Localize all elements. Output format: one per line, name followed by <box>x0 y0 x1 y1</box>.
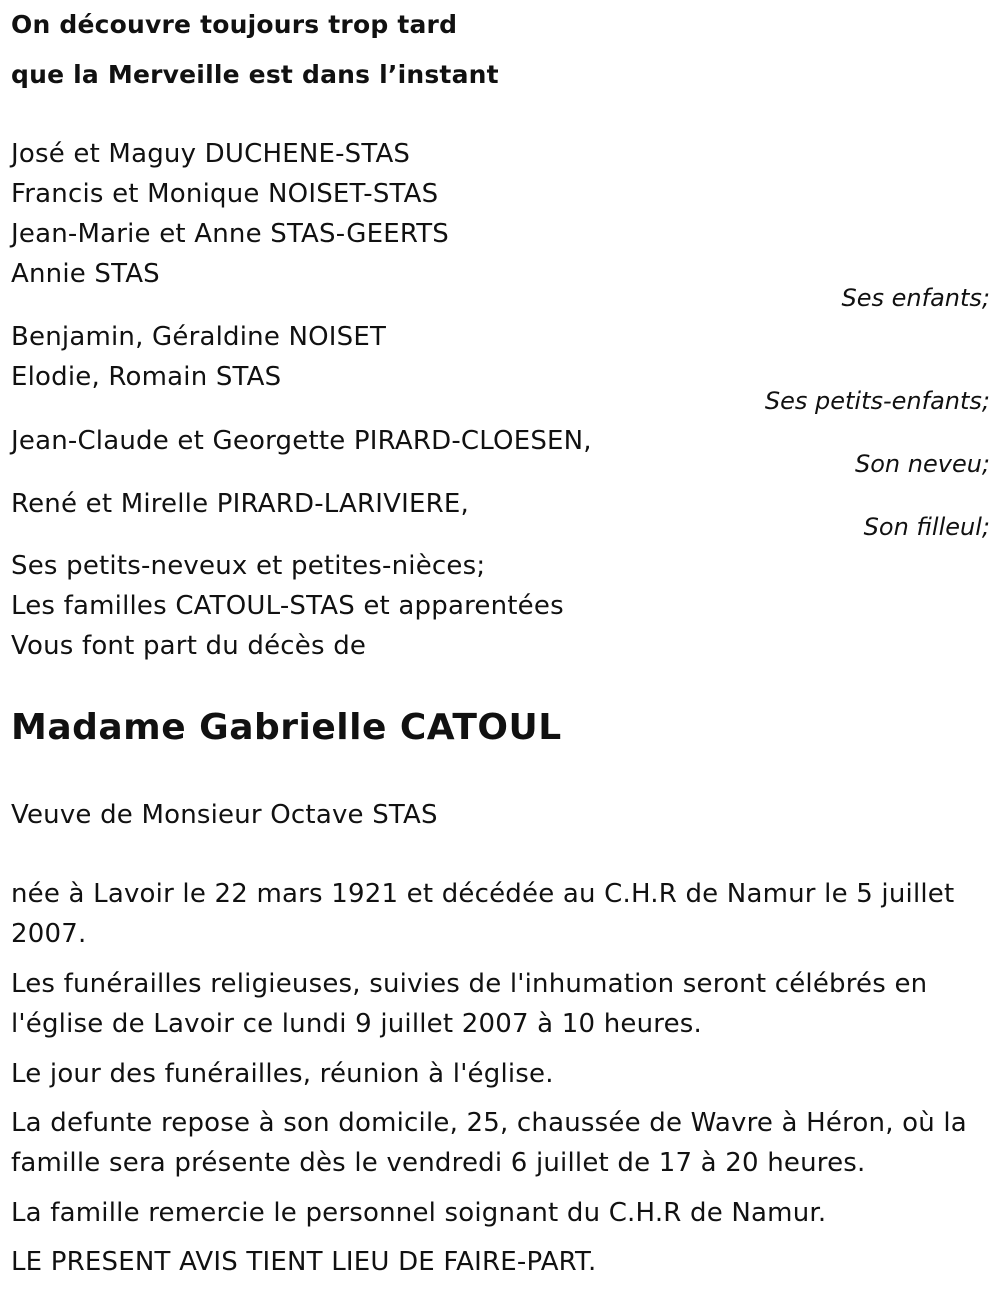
relatives-line: Les familles CATOUL-STAS et apparentées <box>11 591 564 621</box>
nephew-role-label: Son neveu; <box>855 450 990 478</box>
epigraph-line-1: On découvre toujours trop tard <box>11 10 458 39</box>
meeting-paragraph: Le jour des funérailles, réunion à l'église. <box>11 1059 554 1089</box>
children-role-label: Ses enfants; <box>841 284 990 312</box>
repose-paragraph: La defunte repose à son domicile, 25, chaussée de Wavre à Héron, où la famille sera présente dès le vendredi 6 juillet de 17 à 20 heures. <box>11 1108 967 1178</box>
relatives-line: Ses petits-neveux et petites-nièces; <box>11 551 486 581</box>
godson-name: René et Mirelle PIRARD-LARIVIERE, <box>11 489 470 519</box>
godson-role-label: Son filleul; <box>863 513 990 541</box>
birth-death-paragraph: née à Lavoir le 22 mars 1921 et décédée au C.H.R de Namur le 5 juillet 2007. <box>11 879 955 949</box>
announcement-line: Vous font part du décès de <box>11 631 367 661</box>
widow-of-line: Veuve de Monsieur Octave STAS <box>11 800 438 830</box>
child-name: José et Maguy DUCHENE-STAS <box>11 139 411 169</box>
child-name: Annie STAS <box>11 259 160 289</box>
thanks-paragraph: La famille remercie le personnel soignant du C.H.R de Namur. <box>11 1198 827 1228</box>
child-name: Jean-Marie et Anne STAS-GEERTS <box>11 219 450 249</box>
faire-part-notice: LE PRESENT AVIS TIENT LIEU DE FAIRE-PART. <box>11 1247 597 1277</box>
child-name: Francis et Monique NOISET-STAS <box>11 179 439 209</box>
funeral-paragraph: Les funérailles religieuses, suivies de l'inhumation seront célébrés en l'église de Lavoir ce lundi 9 juillet 2007 à 10 heures. <box>11 969 928 1039</box>
grandchild-name: Benjamin, Géraldine NOISET <box>11 322 387 352</box>
epigraph-line-2: que la Merveille est dans l’instant <box>11 60 499 89</box>
grandchildren-role-label: Ses petits-enfants; <box>764 387 990 415</box>
deceased-name: Madame Gabrielle CATOUL <box>11 707 562 748</box>
nephew-name: Jean-Claude et Georgette PIRARD-CLOESEN, <box>11 426 592 456</box>
grandchild-name: Elodie, Romain STAS <box>11 362 282 392</box>
